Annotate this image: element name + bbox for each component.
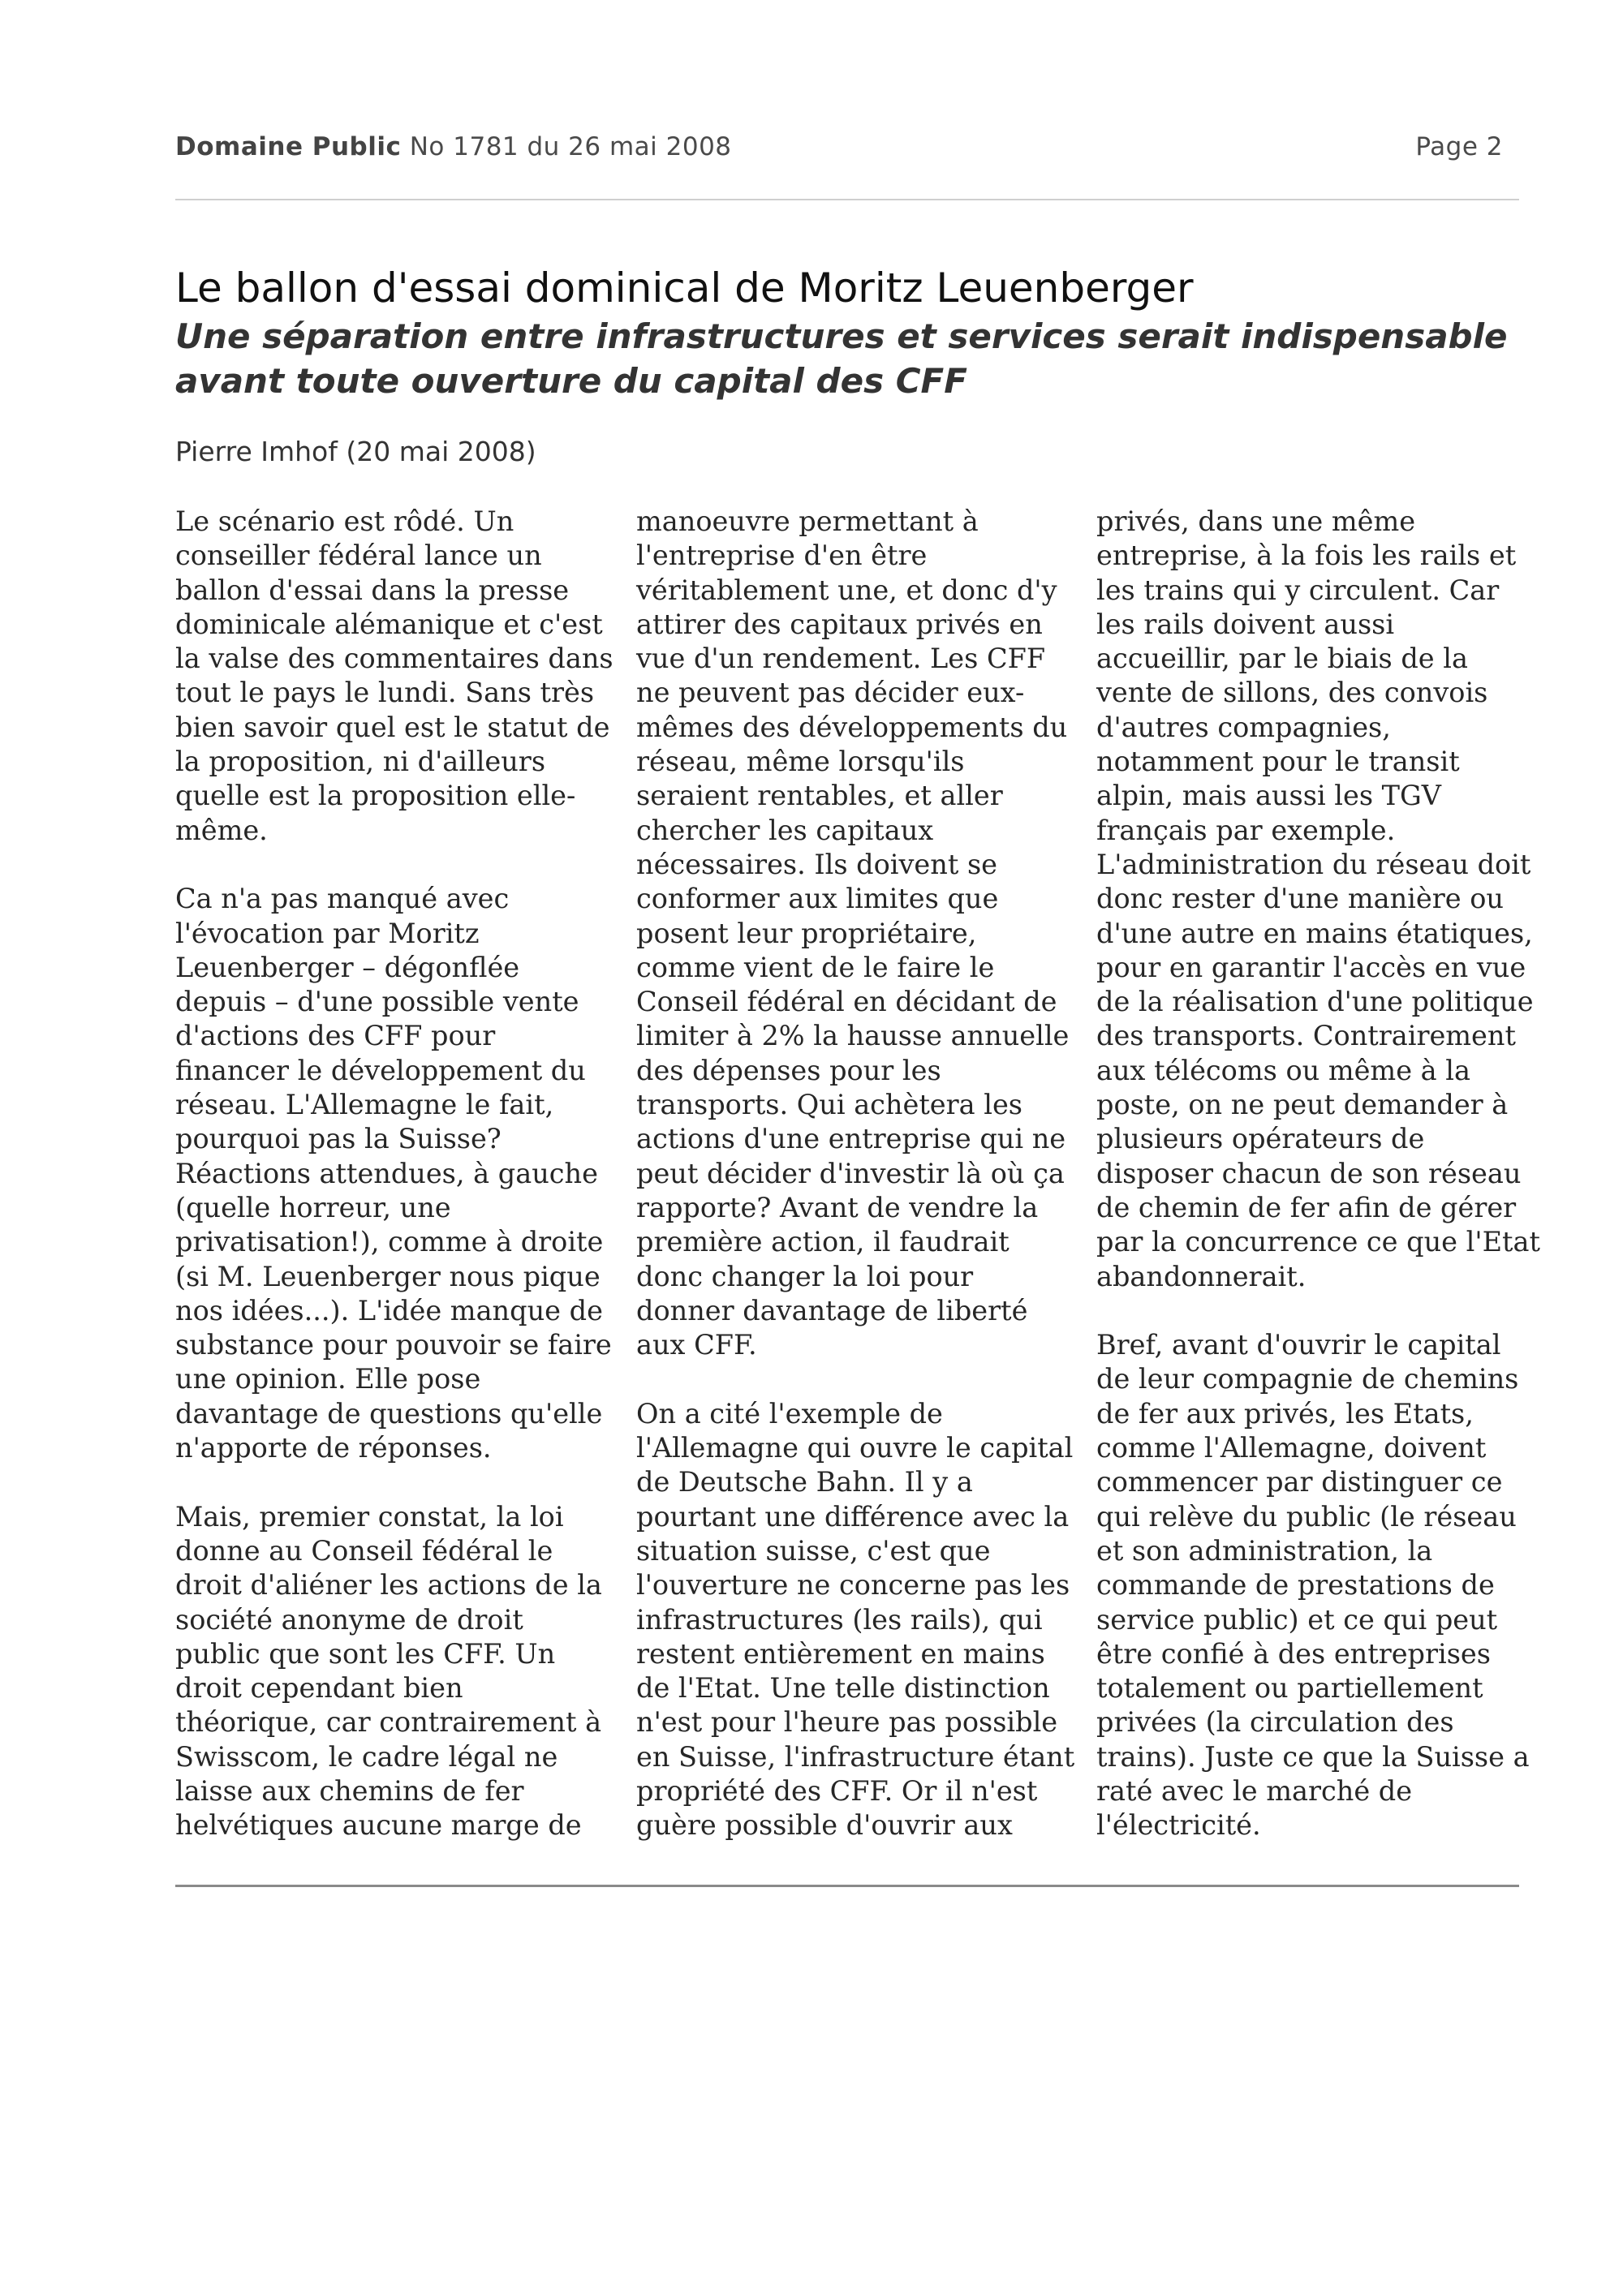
- article-title: Le ballon d'essai dominical de Moritz Leuenberger: [175, 264, 1194, 312]
- page-header: [175, 132, 1519, 171]
- text-line: des dépenses pour les: [636, 1054, 941, 1086]
- text-line: peut décider d'investir là où ça: [636, 1157, 1065, 1189]
- text-line: nécessaires. Ils doivent se: [636, 848, 997, 880]
- text-line: depuis – d'une possible vente: [175, 986, 579, 1018]
- text-line: droit d'aliéner les actions de la: [175, 1569, 602, 1602]
- text-line: limiter à 2% la hausse annuelle: [636, 1020, 1070, 1052]
- text-line: substance pour pouvoir se faire: [175, 1329, 612, 1361]
- text-line: comme vient de le faire le: [636, 951, 995, 983]
- paragraph: [175, 882, 612, 1465]
- text-line: français par exemple.: [1096, 814, 1396, 846]
- text-line: pourtant une différence avec la: [636, 1500, 1070, 1533]
- text-line: raté avec le marché de: [1096, 1774, 1413, 1807]
- text-line: donner davantage de liberté: [636, 1294, 1028, 1326]
- text-column-3: [1096, 505, 1540, 1843]
- text-line: d'autres compagnies,: [1096, 711, 1391, 743]
- text-line: ne peuvent pas décider eux-: [636, 677, 1025, 709]
- text-line: être confié à des entreprises: [1096, 1637, 1491, 1670]
- text-line: réseau. L'Allemagne le fait,: [175, 1089, 554, 1121]
- text-line: Bref, avant d'ouvrir le capital: [1096, 1329, 1501, 1361]
- text-line: l'évocation par Moritz: [175, 917, 480, 949]
- text-line: d'une autre en mains étatiques,: [1096, 917, 1533, 949]
- text-line: service public) et ce qui peut: [1096, 1603, 1498, 1636]
- text-column-1: [175, 505, 613, 1843]
- text-line: de fer aux privés, les Etats,: [1096, 1397, 1474, 1430]
- text-line: comme l'Allemagne, doivent: [1096, 1432, 1487, 1464]
- text-line: infrastructures (les rails), qui: [636, 1603, 1043, 1636]
- text-line: la proposition, ni d'ailleurs: [175, 746, 546, 778]
- paragraph: [1096, 1328, 1530, 1842]
- text-line: poste, on ne peut demander à: [1096, 1089, 1509, 1121]
- text-line: commande de prestations de: [1096, 1569, 1495, 1602]
- text-line: L'administration du réseau doit: [1096, 848, 1531, 880]
- paragraph: [636, 1397, 1075, 1843]
- text-line: et son administration, la: [1096, 1534, 1433, 1567]
- text-line: (quelle horreur, une: [175, 1191, 451, 1223]
- text-line: Ca n'a pas manqué avec: [175, 883, 510, 915]
- text-line: financer le développement du: [175, 1054, 586, 1086]
- text-line: vente de sillons, des convois: [1096, 677, 1488, 709]
- text-line: accueillir, par le biais de la: [1096, 643, 1468, 675]
- text-line: première action, il faudrait: [636, 1226, 1010, 1258]
- publication-name: Domaine Public: [175, 132, 402, 161]
- text-line: (si M. Leuenberger nous pique: [175, 1260, 601, 1292]
- text-line: privés, dans une même: [1096, 505, 1416, 537]
- article-subtitle: Une séparation entre infrastructures et services serait indispensable avant toute ouverture du capital des CFF: [175, 316, 1508, 401]
- text-line: conformer aux limites que: [636, 883, 999, 915]
- text-line: conseiller fédéral lance un: [175, 540, 542, 572]
- text-line: aux télécoms ou même à la: [1096, 1054, 1470, 1086]
- text-line: Le scénario est rôdé. Un: [175, 505, 514, 537]
- page-number: Page 2: [1415, 132, 1503, 161]
- text-line: vue d'un rendement. Les CFF: [636, 643, 1046, 675]
- issue-info: No 1781 du 26 mai 2008: [409, 132, 732, 161]
- text-line: réseau, même lorsqu'ils: [636, 746, 965, 778]
- footer-divider: [175, 1885, 1519, 1887]
- text-line: quelle est la proposition elle-: [175, 780, 576, 812]
- text-line: Conseil fédéral en décidant de: [636, 986, 1057, 1018]
- text-line: helvétiques aucune marge de: [175, 1809, 582, 1842]
- text-line: de Deutsche Bahn. Il y a: [636, 1466, 973, 1498]
- article-body: [175, 505, 1540, 1851]
- text-line: actions d'une entreprise qui ne: [636, 1123, 1066, 1155]
- text-line: l'Allemagne qui ouvre le capital: [636, 1432, 1074, 1464]
- text-line: totalement ou partiellement: [1096, 1672, 1483, 1705]
- text-line: qui relève du public (le réseau: [1096, 1500, 1517, 1533]
- text-line: l'électricité.: [1096, 1809, 1261, 1842]
- text-line: bien savoir quel est le statut de: [175, 711, 610, 743]
- paragraph: [175, 1500, 601, 1843]
- text-line: chercher les capitaux: [636, 814, 934, 846]
- text-line: restent entièrement en mains: [636, 1637, 1045, 1670]
- text-line: même.: [175, 814, 268, 846]
- text-line: mêmes des développements du: [636, 711, 1068, 743]
- text-line: nos idées...). L'idée manque de: [175, 1294, 603, 1326]
- text-line: guère possible d'ouvrir aux: [636, 1809, 1013, 1842]
- text-line: d'actions des CFF pour: [175, 1020, 496, 1052]
- text-line: de la réalisation d'une politique: [1096, 986, 1534, 1018]
- text-line: situation suisse, c'est que: [636, 1534, 991, 1567]
- text-line: rapporte? Avant de vendre la: [636, 1191, 1039, 1223]
- text-line: disposer chacun de son réseau: [1096, 1157, 1522, 1189]
- text-line: seraient rentables, et aller: [636, 780, 1003, 812]
- text-line: en Suisse, l'infrastructure étant: [636, 1740, 1075, 1773]
- text-line: privatisation!), comme à droite: [175, 1226, 604, 1258]
- paragraph: [636, 505, 1070, 1362]
- text-line: public que sont les CFF. Un: [175, 1637, 556, 1670]
- text-line: manoeuvre permettant à: [636, 505, 979, 537]
- text-line: n'est pour l'heure pas possible: [636, 1706, 1058, 1739]
- text-line: Réactions attendues, à gauche: [175, 1157, 598, 1189]
- text-line: ballon d'essai dans la presse: [175, 574, 570, 606]
- text-line: l'ouverture ne concerne pas les: [636, 1569, 1070, 1602]
- text-line: droit cependant bien: [175, 1672, 463, 1705]
- text-line: Mais, premier constat, la loi: [175, 1500, 564, 1533]
- text-line: la valse des commentaires dans: [175, 643, 613, 675]
- text-line: donc rester d'une manière ou: [1096, 883, 1504, 915]
- text-line: l'entreprise d'en être: [636, 540, 928, 572]
- text-line: abandonnerait.: [1096, 1260, 1307, 1292]
- text-line: transports. Qui achètera les: [636, 1089, 1022, 1121]
- text-line: dominicale alémanique et c'est: [175, 608, 603, 640]
- text-line: société anonyme de droit: [175, 1603, 523, 1636]
- text-line: Leuenberger – dégonflée: [175, 951, 520, 983]
- article-byline: Pierre Imhof (20 mai 2008): [175, 436, 536, 467]
- text-column-2: [636, 505, 1075, 1843]
- text-line: de chemin de fer afin de gérer: [1096, 1191, 1517, 1223]
- text-line: alpin, mais aussi les TGV: [1096, 780, 1441, 812]
- text-line: Swisscom, le cadre légal ne: [175, 1740, 558, 1773]
- text-line: théorique, car contrairement à: [175, 1706, 602, 1739]
- text-line: tout le pays le lundi. Sans très: [175, 677, 595, 709]
- text-line: aux CFF.: [636, 1329, 757, 1361]
- text-line: des transports. Contrairement: [1096, 1020, 1516, 1052]
- text-line: n'apporte de réponses.: [175, 1432, 492, 1464]
- text-line: davantage de questions qu'elle: [175, 1397, 603, 1430]
- text-line: pourquoi pas la Suisse?: [175, 1123, 502, 1155]
- text-line: propriété des CFF. Or il n'est: [636, 1774, 1038, 1807]
- text-line: entreprise, à la fois les rails et: [1096, 540, 1517, 572]
- header-divider: [175, 199, 1519, 200]
- text-line: de l'Etat. Une telle distinction: [636, 1672, 1050, 1705]
- text-line: On a cité l'exemple de: [636, 1397, 943, 1430]
- text-line: trains). Juste ce que la Suisse a: [1096, 1740, 1530, 1773]
- text-line: les rails doivent aussi: [1096, 608, 1395, 640]
- text-line: de leur compagnie de chemins: [1096, 1363, 1519, 1395]
- paragraph: [175, 505, 613, 848]
- text-line: pour en garantir l'accès en vue: [1096, 951, 1526, 983]
- text-line: par la concurrence ce que l'Etat: [1096, 1226, 1540, 1258]
- text-line: plusieurs opérateurs de: [1096, 1123, 1425, 1155]
- text-line: privées (la circulation des: [1096, 1706, 1454, 1739]
- text-line: donc changer la loi pour: [636, 1260, 974, 1292]
- text-line: les trains qui y circulent. Car: [1096, 574, 1500, 606]
- text-line: commencer par distinguer ce: [1096, 1466, 1503, 1498]
- text-line: laisse aux chemins de fer: [175, 1774, 524, 1807]
- text-line: posent leur propriétaire,: [636, 917, 977, 949]
- text-line: véritablement une, et donc d'y: [636, 574, 1057, 606]
- text-line: une opinion. Elle pose: [175, 1363, 481, 1395]
- text-line: attirer des capitaux privés en: [636, 608, 1043, 640]
- text-line: donne au Conseil fédéral le: [175, 1534, 553, 1567]
- paragraph: [1096, 505, 1540, 1294]
- text-line: notamment pour le transit: [1096, 746, 1460, 778]
